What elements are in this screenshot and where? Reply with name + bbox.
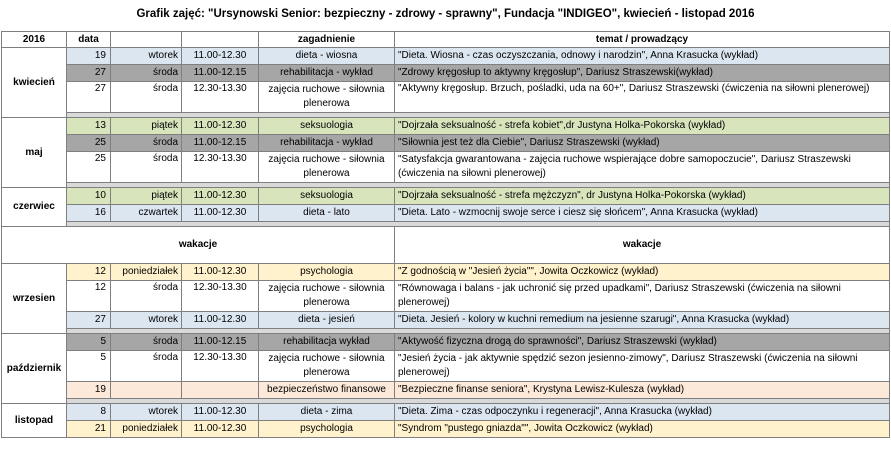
month-label: kwiecień (2, 48, 67, 118)
month-label: maj (2, 118, 67, 188)
table-row (2, 118, 890, 135)
weekday-cell: środa (111, 82, 182, 113)
weekday-cell: piątek (111, 118, 182, 135)
header-data: data (67, 32, 111, 48)
day-cell: 21 (67, 421, 111, 438)
table-row (2, 135, 890, 152)
topic-cell: dieta - lato (259, 205, 395, 222)
topic-cell: dieta - jesień (259, 312, 395, 329)
description-cell: "Dojrzała seksualność - strefa mężczyzn", dr Justyna Holka-Pokorska (wykład) (395, 188, 890, 205)
topic-cell: rehabilitacja - wykład (259, 65, 395, 82)
weekday-cell: wtorek (111, 48, 182, 65)
topic-cell: rehabilitacja wykład (259, 334, 395, 351)
description-cell: "Dieta. Lato - wzmocnij swoje serce i ciesz się słońcem", Anna Krasucka (wykład) (395, 205, 890, 222)
description-cell: "Syndrom "pustego gniazda"", Jowita Oczkowicz (wykład) (395, 421, 890, 438)
day-cell: 5 (67, 334, 111, 351)
description-cell: "Dieta. Zima - czas odpoczynku i regeneracji", Anna Krasucka (wykład) (395, 404, 890, 421)
weekday-cell: środa (111, 152, 182, 183)
description-cell: "Dojrzała seksualność - strefa kobiet",dr Justyna Holka-Pokorska (wykład) (395, 118, 890, 135)
table-row (2, 152, 890, 183)
description-cell: "Aktywość fizyczna drogą do sprawności", Dariusz Straszewski (wykład) (395, 334, 890, 351)
month-label: czerwiec (2, 188, 67, 227)
day-cell: 12 (67, 264, 111, 281)
table-row (2, 421, 890, 438)
day-cell: 27 (67, 312, 111, 329)
day-cell: 10 (67, 188, 111, 205)
weekday-cell: czwartek (111, 205, 182, 222)
topic-cell: zajęcia ruchowe - siłownia plenerowa (259, 152, 395, 183)
time-cell: 11.00-12.30 (182, 312, 259, 329)
header-zagadnienie: zagadnienie (259, 32, 395, 48)
topic-cell: seksuologia (259, 188, 395, 205)
day-cell: 12 (67, 281, 111, 312)
day-cell: 27 (67, 82, 111, 113)
time-cell: 12.30-13.30 (182, 152, 259, 183)
time-cell: 11.00-12.30 (182, 404, 259, 421)
description-cell: "Aktywny kręgosłup. Brzuch, pośladki, uda na 60+", Dariusz Straszewski (ćwiczenia na siłowni plenerowej) (395, 82, 890, 113)
weekday-cell: piątek (111, 188, 182, 205)
weekday-cell: środa (111, 351, 182, 382)
weekday-cell: środa (111, 135, 182, 152)
month-label: październik (2, 334, 67, 404)
time-cell: 12.30-13.30 (182, 351, 259, 382)
description-cell: "Siłownia jest też dla Ciebie", Dariusz Straszewski (wykład) (395, 135, 890, 152)
table-row (2, 351, 890, 382)
day-cell: 27 (67, 65, 111, 82)
weekday-cell: środa (111, 334, 182, 351)
header-temat: temat / prowadzący (395, 32, 890, 48)
day-cell: 13 (67, 118, 111, 135)
topic-cell: zajęcia ruchowe - siłownia plenerowa (259, 82, 395, 113)
header-time (182, 32, 259, 48)
day-cell: 25 (67, 135, 111, 152)
time-cell: 11.00-12.30 (182, 48, 259, 65)
weekday-cell: środa (111, 281, 182, 312)
table-row (2, 404, 890, 421)
table-row (2, 48, 890, 65)
topic-cell: bezpieczeństwo finansowe (259, 382, 395, 399)
topic-cell: rehabilitacja - wykład (259, 135, 395, 152)
weekday-cell: wtorek (111, 404, 182, 421)
table-row (2, 82, 890, 113)
table-row (2, 205, 890, 222)
topic-cell: zajęcia ruchowe - siłownia plenerowa (259, 281, 395, 312)
description-cell: "Równowaga i balans - jak uchronić się przed upadkami", Dariusz Straszewski (ćwiczenia na siłowni plenerowej) (395, 281, 890, 312)
topic-cell: dieta - wiosna (259, 48, 395, 65)
description-cell: "Z godnością w "Jesień życia"", Jowita Oczkowicz (wykład) (395, 264, 890, 281)
description-cell: "Jesień życia - jak aktywnie spędzić sezon jesienno-zimowy", Dariusz Straszewski (ćwiczenia na siłowni plenerowej) (395, 351, 890, 382)
topic-cell: zajęcia ruchowe - siłownia plenerowa (259, 351, 395, 382)
time-cell: 12.30-13.30 (182, 281, 259, 312)
table-row (2, 312, 890, 329)
time-cell: 11.00-12.30 (182, 188, 259, 205)
time-cell: 11.00-12.30 (182, 421, 259, 438)
description-cell: "Dieta. Wiosna - czas oczyszczania, odnowy i narodzin", Anna Krasucka (wykład) (395, 48, 890, 65)
description-cell: "Bezpieczne finanse seniora", Krystyna Lewisz-Kulesza (wykład) (395, 382, 890, 399)
vacation-label-left: wakacje (2, 227, 395, 264)
day-cell: 16 (67, 205, 111, 222)
day-cell: 25 (67, 152, 111, 183)
description-cell: "Dieta. Jesień - kolory w kuchni remedium na jesienne szarugi", Anna Krasucka (wykład) (395, 312, 890, 329)
schedule-table (1, 31, 890, 438)
weekday-cell: środa (111, 65, 182, 82)
table-row (2, 65, 890, 82)
header-row (2, 32, 890, 48)
vacation-label-right: wakacje (395, 227, 890, 264)
month-label: listopad (2, 404, 67, 438)
weekday-cell (111, 382, 182, 399)
month-label: wrzesien (2, 264, 67, 334)
topic-cell: psychologia (259, 264, 395, 281)
topic-cell: seksuologia (259, 118, 395, 135)
day-cell: 19 (67, 382, 111, 399)
weekday-cell: poniedziałek (111, 421, 182, 438)
weekday-cell: wtorek (111, 312, 182, 329)
table-row (2, 281, 890, 312)
table-row (2, 264, 890, 281)
time-cell: 11.00-12.30 (182, 205, 259, 222)
page-title: Grafik zajęć: "Ursynowski Senior: bezpieczny - zdrowy - sprawny", Fundacja "INDIGEO", kwiecień - listopad 2016 (136, 8, 755, 20)
day-cell: 5 (67, 351, 111, 382)
time-cell: 11.00-12.30 (182, 118, 259, 135)
time-cell: 11.00-12.15 (182, 135, 259, 152)
topic-cell: dieta - zima (259, 404, 395, 421)
time-cell: 12.30-13.30 (182, 82, 259, 113)
header-year: 2016 (2, 32, 67, 48)
weekday-cell: poniedziałek (111, 264, 182, 281)
description-cell: "Satysfakcja gwarantowana - zajęcia ruchowe wspierające dobre samopoczucie", Dariusz Straszewski (ćwiczenia na siłowni plenerowej) (395, 152, 890, 183)
table-row (2, 188, 890, 205)
vacation-row (2, 227, 890, 264)
table-row (2, 334, 890, 351)
header-weekday (111, 32, 182, 48)
time-cell (182, 382, 259, 399)
day-cell: 19 (67, 48, 111, 65)
time-cell: 11.00-12.15 (182, 65, 259, 82)
day-cell: 8 (67, 404, 111, 421)
table-row (2, 382, 890, 399)
time-cell: 11.00-12.15 (182, 334, 259, 351)
description-cell: "Zdrowy kręgosłup to aktywny kręgosłup", Dariusz Straszewski(wykład) (395, 65, 890, 82)
time-cell: 11.00-12.30 (182, 264, 259, 281)
topic-cell: psychologia (259, 421, 395, 438)
